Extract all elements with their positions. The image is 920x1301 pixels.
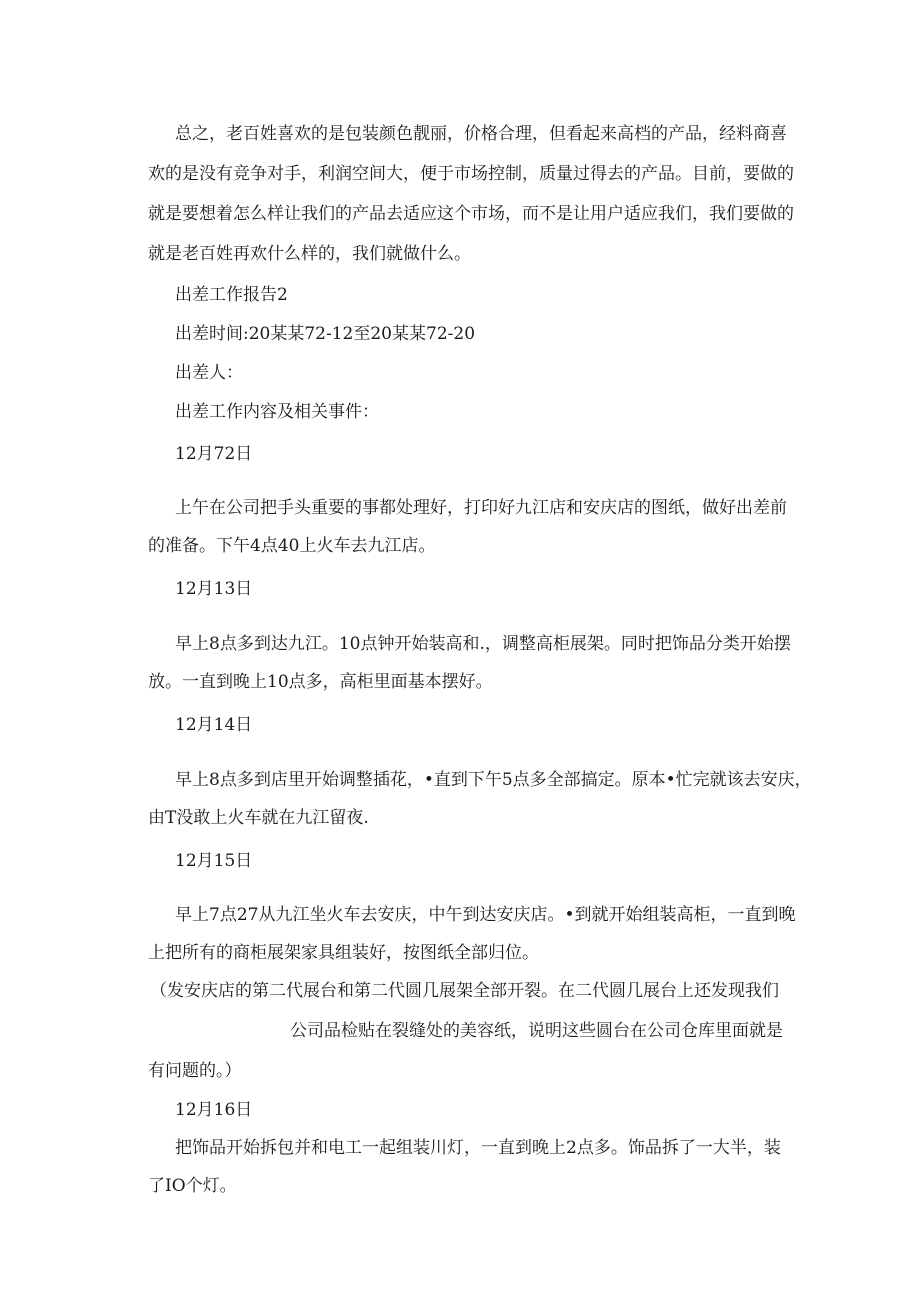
trip-time: 出差时间:20某某72-12至20某某72-20 — [175, 324, 476, 344]
day5-date: 12月16日 — [175, 1100, 253, 1120]
day2-line-1: 早上8点多到达九江。10点钟开始装高和.，调整高柜展架。同时把饰品分类开始摆 — [175, 634, 791, 654]
day3-date: 12月14日 — [175, 715, 253, 735]
summary-line-2: 欢的是没有竞争对手，利润空间大，便于市场控制，质量过得去的产品。目前，要做的 — [148, 164, 794, 184]
day5-line-1: 把饰品开始拆包并和电工一起组装川灯，一直到晚上2点多。饰品拆了一大半，装 — [175, 1138, 781, 1158]
day4-date: 12月15日 — [175, 851, 253, 871]
day4-note-line-2: 公司品检贴在裂缝处的美容纸，说明这些圆台在公司仓库里面就是 — [290, 1021, 783, 1041]
summary-line-4: 就是老百姓再欢什么样的，我们就做什么。 — [148, 244, 471, 264]
day2-date: 12月13日 — [175, 579, 253, 599]
summary-line-1: 总之，老百姓喜欢的是包装颜色靓丽，价格合理，但看起来高档的产品，经料商喜 — [175, 124, 787, 144]
day1-line-1: 上午在公司把手头重要的事都处理好，打印好九江店和安庆店的图纸，做好出差前 — [175, 498, 787, 518]
day4-line-2: 上把所有的商柜展架家具组装好，按图纸全部归位。 — [148, 943, 539, 963]
day3-line-2: 由T没敢上火车就在九江留夜. — [148, 808, 369, 828]
day3-line-1: 早上8点多到店里开始调整插花，•直到下午5点多全部搞定。原本•忙完就该去安庆， — [175, 770, 812, 790]
day4-note-line-1: （发安庆店的第二代展台和第二代圆几展架全部开裂。在二代圆几展台上还发现我们 — [150, 981, 779, 1001]
day1-date: 12月72日 — [175, 444, 253, 464]
summary-line-3: 就是要想着怎么样让我们的产品去适应这个市场，而不是让用户适应我们，我们要做的 — [148, 204, 794, 224]
content-heading: 出差工作内容及相关事件： — [175, 402, 379, 422]
day5-line-2: 了IO个灯。 — [148, 1176, 237, 1196]
traveler: 出差人： — [175, 363, 243, 383]
report-title: 出差工作报告2 — [175, 285, 288, 305]
day4-line-1: 早上7点27从九江坐火车去安庆，中午到达安庆店。•到就开始组装高柜，一直到晚 — [175, 905, 796, 925]
day2-line-2: 放。一直到晚上10点多，高柜里面基本摆好。 — [148, 672, 493, 692]
day1-line-2: 的准备。下午4点40上火车去九江店。 — [148, 536, 436, 556]
day4-note-line-3: 有问题的。） — [148, 1061, 242, 1081]
